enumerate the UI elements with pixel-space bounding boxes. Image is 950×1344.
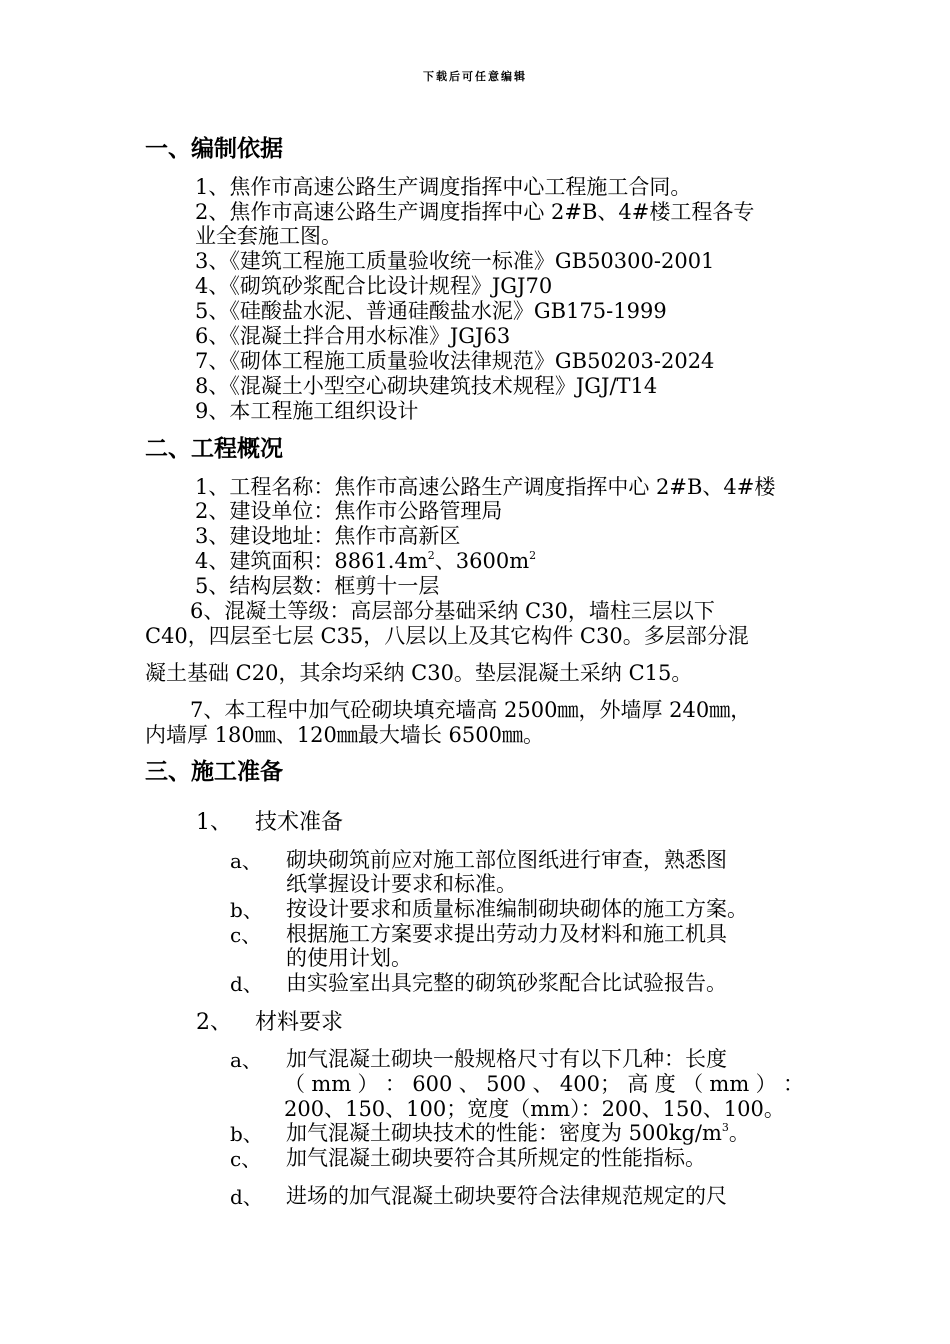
section-title-overview: 二、工程概况	[145, 436, 283, 462]
tech-c-line2: 的使用计划。	[286, 946, 412, 970]
overview-item-owner: 2、建设单位：焦作市公路管理局	[195, 499, 503, 523]
mat-mark-c: c、	[230, 1147, 262, 1171]
mat-a-line1: 加气混凝土砌块一般规格尺寸有以下几种：长度	[286, 1047, 727, 1071]
overview-item-name: 1、工程名称：焦作市高速公路生产调度指挥中心 2#B、4#楼	[195, 475, 776, 499]
tech-b-line1: 按设计要求和质量标准编制砌块砌体的施工方案。	[286, 897, 748, 921]
mat-a-line3: 200、150、100；宽度（mm）：200、150、100。	[284, 1097, 785, 1121]
basis-item-7: 7、《砌体工程施工质量验收法律规范》GB50203-2024	[195, 349, 715, 373]
sub1-number: 1、	[196, 810, 232, 835]
mat-a-line2: （ mm ） ： 600 、 500 、 400； 高 度 （ mm ） ：	[284, 1072, 804, 1096]
tech-d-line1: 由实验室出具完整的砌筑砂浆配合比试验报告。	[286, 971, 727, 995]
page-header-note: 下载后可任意编辑	[423, 70, 527, 83]
sub2-number: 2、	[196, 1010, 232, 1035]
tech-mark-a: a、	[230, 849, 262, 873]
tech-mark-c: c、	[230, 923, 262, 947]
mat-d-line1: 进场的加气混凝土砌块要符合法律规范规定的尺	[286, 1184, 727, 1208]
mat-c-line1: 加气混凝土砌块要符合其所规定的性能指标。	[286, 1146, 706, 1170]
mat-mark-d: d、	[230, 1185, 263, 1209]
basis-item-8: 8、《混凝土小型空心砌块建筑技术规程》JGJ/T14	[195, 374, 658, 398]
overview-concrete-line2: C40，四层至七层 C35，八层以上及其它构件 C30。多层部分混	[145, 624, 749, 648]
overview-concrete-line1: 6、混凝土等级：高层部分基础采纳 C30，墙柱三层以下	[190, 599, 715, 623]
tech-mark-d: d、	[230, 972, 263, 996]
basis-item-5: 5、《硅酸盐水泥、普通硅酸盐水泥》GB175-1999	[195, 299, 667, 323]
overview-item-layers: 5、结构层数：框剪十一层	[195, 574, 440, 598]
basis-item-2: 2、焦作市高速公路生产调度指挥中心 2#B、4#楼工程各专	[195, 200, 755, 224]
basis-item-2-cont: 业全套施工图。	[195, 224, 342, 248]
basis-item-4: 4、《砌筑砂浆配合比设计规程》JGJ70	[195, 274, 553, 298]
overview-item-area: 4、建筑面积：$8861.4m^2$、$3600m^2$	[195, 549, 537, 573]
overview-concrete-line3: 凝土基础 C20，其余均采纳 C30。垫层混凝土采纳 C15。	[145, 661, 693, 685]
basis-item-9: 9、本工程施工组织设计	[195, 399, 419, 423]
mat-b-line1: 加气混凝土砌块技术的性能：密度为 $500kg/m^3$。	[286, 1121, 750, 1145]
tech-c-line1: 根据施工方案要求提出劳动力及材料和施工机具	[286, 922, 727, 946]
mat-mark-b: b、	[230, 1122, 263, 1146]
section-title-basis: 一、编制依据	[145, 136, 283, 162]
overview-item-address: 3、建设地址：焦作市高新区	[195, 524, 461, 548]
basis-item-1: 1、焦作市高速公路生产调度指挥中心工程施工合同。	[195, 175, 692, 199]
section-title-preparation: 三、施工准备	[145, 759, 283, 785]
mat-mark-a: a、	[230, 1048, 262, 1072]
basis-item-3: 3、《建筑工程施工质量验收统一标准》GB50300-2001	[195, 249, 715, 273]
tech-a-line2: 纸掌握设计要求和标准。	[286, 872, 517, 896]
tech-mark-b: b、	[230, 898, 263, 922]
overview-wall-line1: 7、本工程中加气砼砌块填充墙高 2500㎜，外墙厚 240㎜，	[190, 698, 752, 722]
sub2-label: 材料要求	[255, 1010, 344, 1035]
tech-a-line1: 砌块砌筑前应对施工部位图纸进行审查，熟悉图	[286, 848, 727, 872]
basis-item-6: 6、《混凝土拌合用水标准》JGJ63	[195, 324, 511, 348]
sub1-label: 技术准备	[255, 810, 344, 835]
overview-wall-line2: 内墙厚 180㎜、120㎜最大墙长 6500㎜。	[145, 723, 544, 747]
